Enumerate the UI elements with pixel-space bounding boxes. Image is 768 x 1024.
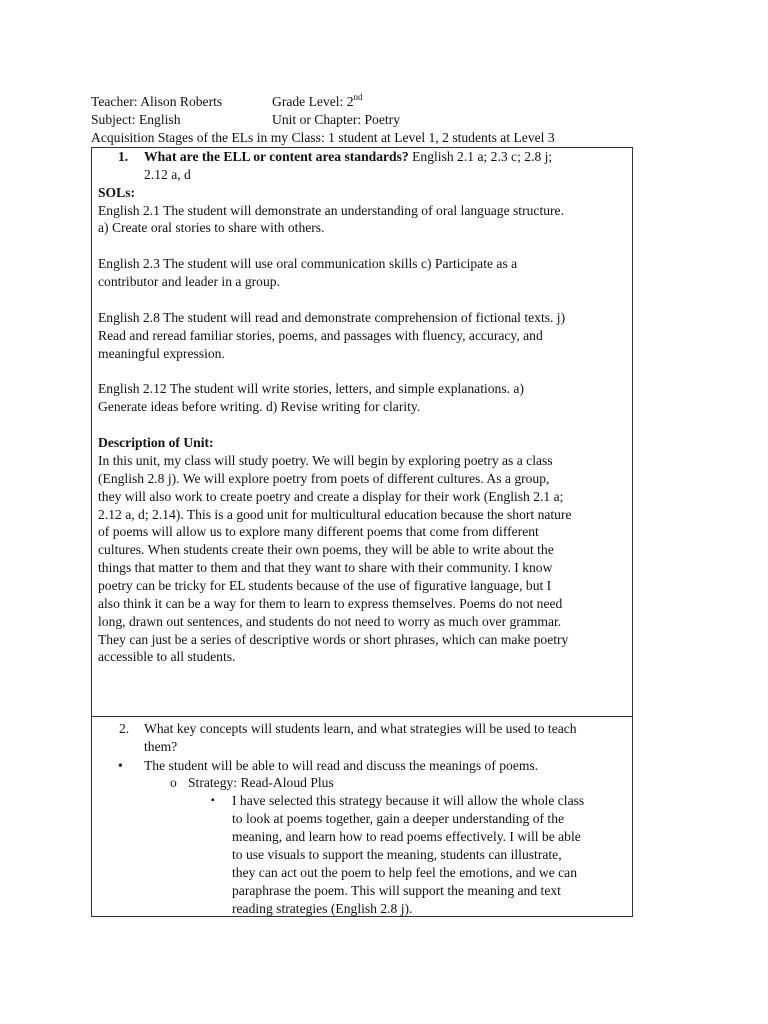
description-line: 2.12 a, d; 2.14). This is a good unit for multicultural education because the short nature [98,507,572,522]
strategy-reason-line: meaning, and learn how to read poems effectively. I will be able [232,829,581,844]
square-bullet-icon: ▪ [211,795,215,806]
description-line: In this unit, my class will study poetry. We will begin by exploring poetry as a class [98,453,553,468]
section2-question-cont: them? [144,739,178,754]
unit-label: Unit or Chapter: Poetry [272,112,400,127]
description-heading: Description of Unit: [98,435,214,450]
sub-bullet-icon: o [170,775,177,790]
strategy-reason-line: to look at poems together, gain a deeper understanding of the [232,811,565,826]
strategy-reason-line: they can act out the poem to help feel the emotions, and we can [232,865,578,880]
section1-question [144,148,552,166]
section2-question: What key concepts will students learn, and what strategies will be used to teach [144,721,577,736]
strategy-reason-line: to use visuals to support the meaning, students can illustrate, [232,847,562,862]
section2-number: 2. [119,721,130,736]
sol-line: English 2.3 The student will use oral communication skills c) Participate as a [98,256,518,271]
strategy-reason-line: reading strategies (English 2.8 j). [232,901,413,916]
sol-line: English 2.8 The student will read and demonstrate comprehension of fictional texts. j) [98,310,566,325]
description-line: also think it can be a way for them to learn to express themselves. Poems do not need [98,596,563,611]
bullet-dot-icon: • [118,758,123,773]
acquisition-stages: Acquisition Stages of the ELs in my Class: 1 student at Level 1, 2 students at Level 3 [91,130,555,145]
sol-line: a) Create oral stories to share with others. [98,220,325,235]
description-line: (English 2.8 j). We will explore poetry from poets of different cultures. As a group, [98,471,550,486]
description-line: accessible to all students. [98,649,236,664]
sol-line: Read and reread familiar stories, poems, and passages with fluency, accuracy, and [98,328,543,343]
section1-question-bold: What are the ELL or content area standards? [144,149,409,164]
description-line: long, drawn out sentences, and students do not need to worry as much over grammar. [98,614,562,629]
grade-level-label [272,93,363,111]
sol-line: contributor and leader in a group. [98,274,280,289]
description-line: they will also work to create poetry and create a display for their work (English 2.1 a; [98,489,564,504]
strategy-label: Strategy: Read-Aloud Plus [188,775,334,790]
description-line: They can just be a series of descriptive words or short phrases, which can make poetry [98,632,569,647]
description-line: of poems will allow us to explore many different poems that come from different [98,524,539,539]
description-line: poetry can be tricky for EL students because of the use of figurative language, but I [98,578,552,593]
teacher-label: Teacher: Alison Roberts [91,94,223,109]
header-row-teacher [91,92,363,111]
subject-label: Subject: English [91,112,181,127]
section1-number: 1. [118,149,129,164]
sol-line: English 2.1 The student will demonstrate an understanding of oral language structure. [98,203,564,218]
sol-line: English 2.12 The student will write stories, letters, and simple explanations. a) [98,381,524,396]
section1-question-cont: 2.12 a, d [144,167,191,182]
sol-line: meaningful expression. [98,346,225,361]
description-line: things that matter to them and that they want to share with their community. I know [98,560,553,575]
description-line: cultures. When students create their own poems, they will be able to write about the [98,542,554,557]
sols-heading: SOLs: [98,185,136,200]
header-row-subject [91,111,400,129]
section1-question-rest: English 2.1 a; 2.3 c; 2.8 j; [408,149,553,164]
sol-line: Generate ideas before writing. d) Revise writing for clarity. [98,399,421,414]
key-concept-bullet: The student will be able to will read and discuss the meanings of poems. [144,758,539,773]
grade-level-text: Grade Level: 2 [272,94,354,109]
strategy-reason-line: paraphrase the poem. This will support the meaning and text [232,883,561,898]
strategy-reason-line: I have selected this strategy because it will allow the whole class [232,793,585,808]
grade-level-suffix: nd [353,92,363,102]
